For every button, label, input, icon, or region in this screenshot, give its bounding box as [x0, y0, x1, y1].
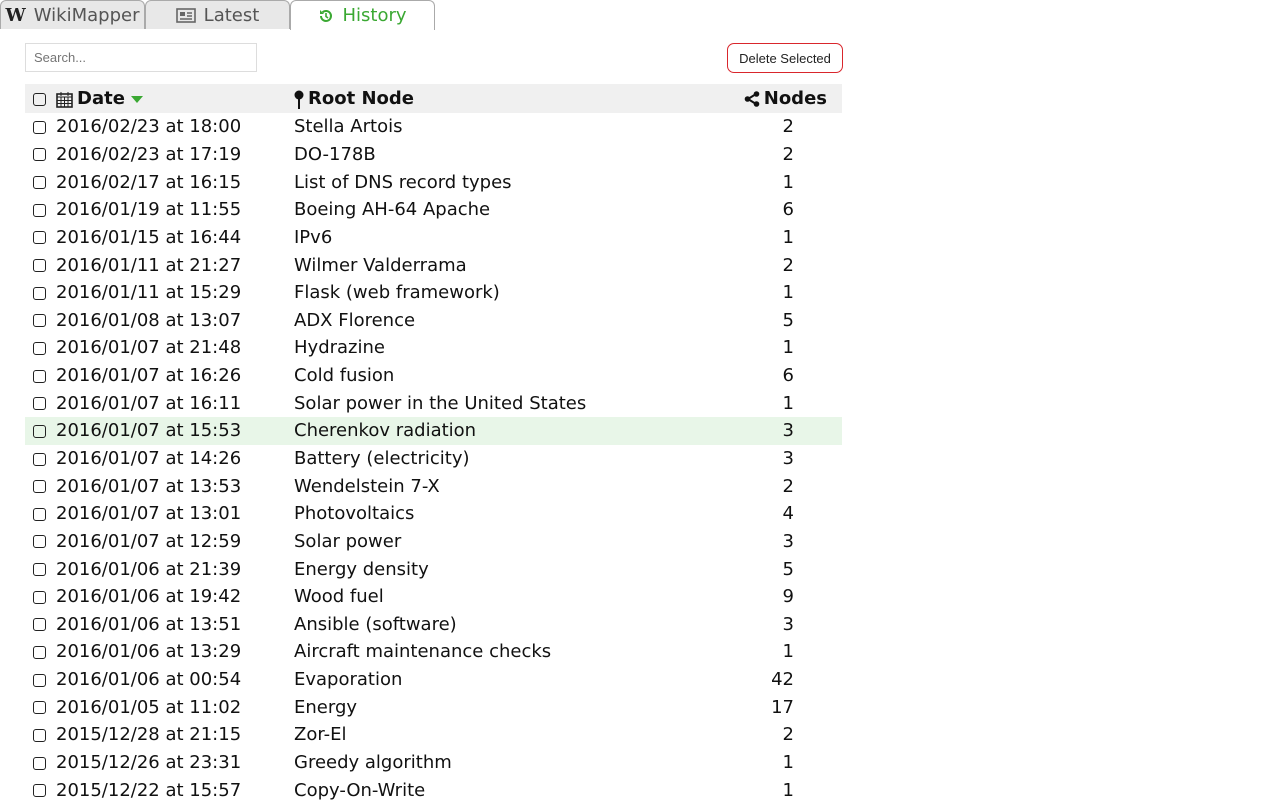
row-nodes: 3 [782, 420, 794, 442]
row-nodes: 17 [771, 696, 794, 718]
row-date: 2016/01/06 at 13:29 [56, 641, 242, 663]
row-root-node[interactable]: Battery (electricity) [294, 448, 470, 469]
row-date: 2016/01/07 at 21:48 [56, 337, 242, 359]
row-date: 2016/01/07 at 13:53 [56, 475, 242, 497]
table-row[interactable] [25, 445, 842, 473]
row-nodes: 2 [782, 724, 794, 746]
row-date: 2016/01/07 at 16:26 [56, 365, 242, 387]
row-nodes: 6 [782, 199, 794, 221]
row-nodes: 3 [782, 530, 794, 552]
row-checkbox[interactable] [33, 701, 46, 714]
row-checkbox[interactable] [33, 148, 46, 161]
row-checkbox[interactable] [33, 370, 46, 383]
row-root-node[interactable]: Flask (web framework) [294, 282, 500, 304]
table-row[interactable] [25, 251, 842, 279]
tab-label: WikiMapper [33, 4, 140, 26]
row-checkbox[interactable] [33, 508, 46, 521]
row-nodes: 1 [782, 752, 794, 774]
root-node-column-header[interactable] [294, 84, 704, 113]
calendar-icon [56, 91, 73, 108]
row-checkbox[interactable] [33, 591, 46, 604]
row-checkbox[interactable] [33, 453, 46, 466]
row-date: 2016/01/06 at 21:39 [56, 558, 242, 580]
row-date: 2016/01/15 at 16:44 [56, 226, 242, 248]
row-nodes: 1 [782, 226, 794, 248]
row-checkbox[interactable] [33, 674, 46, 687]
table-row[interactable] [25, 693, 842, 721]
wikipedia-icon: W [5, 4, 26, 26]
tab-bar [0, 0, 435, 29]
row-checkbox[interactable] [33, 618, 46, 631]
row-checkbox[interactable] [33, 425, 46, 438]
row-date: 2016/01/11 at 21:27 [56, 254, 242, 276]
date-column-header[interactable] [56, 84, 294, 113]
table-row[interactable] [25, 306, 842, 334]
row-nodes: 5 [782, 558, 794, 580]
row-date: 2016/01/05 at 11:02 [56, 696, 242, 718]
row-nodes: 2 [782, 475, 794, 497]
row-root-node[interactable]: Hydrazine [294, 337, 385, 359]
table-row[interactable] [25, 141, 842, 169]
nodes-column-header[interactable] [704, 84, 842, 113]
row-checkbox[interactable] [33, 287, 46, 300]
row-checkbox[interactable] [33, 314, 46, 327]
row-nodes: 2 [782, 116, 794, 138]
row-root-node[interactable]: DO-178B [294, 143, 376, 165]
history-icon [318, 8, 334, 24]
row-date: 2016/01/07 at 12:59 [56, 530, 242, 552]
row-root-node[interactable]: Energy [294, 696, 358, 718]
table-row[interactable] [25, 334, 842, 362]
row-checkbox[interactable] [33, 259, 46, 272]
row-root-node[interactable]: Copy-On-Write [294, 779, 426, 801]
row-checkbox[interactable] [33, 535, 46, 548]
newspaper-icon [176, 8, 196, 23]
row-date: 2015/12/22 at 15:57 [56, 779, 242, 801]
row-root-node[interactable]: Wendelstein 7-X [294, 475, 440, 497]
sort-desc-icon [131, 96, 143, 103]
table-row[interactable] [25, 168, 842, 196]
row-nodes: 5 [782, 309, 794, 331]
row-date: 2016/01/11 at 15:29 [56, 282, 242, 304]
select-all-checkbox[interactable] [33, 93, 46, 106]
nodes-header-label: Nodes [763, 88, 827, 109]
tab-label: Latest [203, 4, 260, 26]
table-row[interactable] [25, 500, 842, 528]
table-row[interactable] [25, 113, 842, 141]
row-date: 2016/01/06 at 00:54 [56, 669, 242, 691]
row-root-node[interactable]: Wilmer Valderrama [294, 254, 467, 276]
row-root-node[interactable]: IPv6 [294, 226, 333, 248]
row-root-node[interactable]: Boeing AH-64 Apache [294, 199, 491, 221]
row-root-node[interactable]: List of DNS record types [294, 171, 512, 193]
row-nodes: 9 [782, 586, 794, 608]
row-root-node[interactable]: Cold fusion [294, 365, 395, 387]
delete-selected-button[interactable]: Delete Selected [727, 43, 843, 73]
tab-wikimapper[interactable] [0, 0, 145, 29]
table-row[interactable] [25, 583, 842, 611]
row-checkbox[interactable] [33, 231, 46, 244]
table-row[interactable] [25, 196, 842, 224]
row-nodes: 1 [782, 392, 794, 414]
row-checkbox[interactable] [33, 480, 46, 493]
row-root-node[interactable]: Greedy algorithm [294, 752, 452, 774]
row-date: 2015/12/28 at 21:15 [56, 724, 242, 746]
row-nodes: 1 [782, 337, 794, 359]
row-nodes: 1 [782, 779, 794, 801]
row-root-node[interactable]: ADX Florence [294, 309, 416, 331]
table-row[interactable] [25, 362, 842, 390]
row-nodes: 2 [782, 254, 794, 276]
table-row[interactable] [25, 224, 842, 252]
row-date: 2016/01/06 at 19:42 [56, 586, 242, 608]
table-row[interactable] [25, 528, 842, 556]
row-root-node[interactable]: Zor-El [294, 724, 347, 746]
table-row[interactable] [25, 749, 842, 777]
row-date: 2016/01/07 at 16:11 [56, 392, 242, 414]
row-nodes: 3 [782, 448, 794, 469]
row-nodes: 1 [782, 282, 794, 304]
root-header-label: Root Node [308, 88, 414, 109]
row-root-node[interactable]: Ansible (software) [294, 613, 457, 635]
row-nodes: 2 [782, 143, 794, 165]
row-date: 2016/01/19 at 11:55 [56, 199, 242, 221]
row-checkbox[interactable] [33, 757, 46, 770]
row-root-node[interactable]: Solar power [294, 530, 402, 552]
table-row[interactable] [25, 279, 842, 307]
pin-icon [294, 90, 304, 109]
row-nodes: 1 [782, 641, 794, 663]
search-input[interactable] [25, 43, 257, 72]
row-root-node[interactable]: Photovoltaics [294, 503, 415, 525]
row-nodes: 42 [771, 669, 794, 691]
row-date: 2016/01/07 at 14:26 [56, 448, 242, 469]
row-root-node[interactable]: Energy density [294, 558, 429, 580]
row-checkbox[interactable] [33, 342, 46, 355]
table-row[interactable] [25, 472, 842, 500]
row-date: 2016/02/23 at 18:00 [56, 116, 242, 138]
tab-history[interactable] [290, 0, 435, 30]
share-icon [744, 91, 760, 107]
row-checkbox[interactable] [33, 397, 46, 410]
row-checkbox[interactable] [33, 176, 46, 189]
table-row[interactable] [25, 721, 842, 749]
tab-latest[interactable] [145, 0, 290, 29]
row-date: 2016/02/23 at 17:19 [56, 143, 242, 165]
history-table [25, 84, 842, 804]
row-checkbox[interactable] [33, 121, 46, 134]
row-date: 2016/01/07 at 13:01 [56, 503, 242, 525]
row-checkbox[interactable] [33, 563, 46, 576]
row-checkbox[interactable] [33, 204, 46, 217]
table-header [25, 84, 842, 113]
row-date: 2016/01/06 at 13:51 [56, 613, 242, 635]
row-root-node[interactable]: Cherenkov radiation [294, 420, 477, 442]
row-root-node[interactable]: Aircraft maintenance checks [294, 641, 552, 663]
row-date: 2015/12/26 at 23:31 [56, 752, 242, 774]
table-row[interactable] [25, 666, 842, 694]
table-row[interactable] [25, 611, 842, 639]
table-row[interactable] [25, 638, 842, 666]
row-root-node[interactable]: Wood fuel [294, 586, 384, 608]
row-root-node[interactable]: Stella Artois [294, 116, 403, 138]
row-root-node[interactable]: Evaporation [294, 669, 403, 691]
row-date: 2016/01/07 at 15:53 [56, 420, 242, 442]
date-header-label: Date [77, 88, 125, 109]
table-row[interactable] [25, 555, 842, 583]
row-nodes: 6 [782, 365, 794, 387]
table-row[interactable] [25, 417, 842, 445]
row-nodes: 3 [782, 613, 794, 635]
row-nodes: 4 [782, 503, 794, 525]
row-checkbox[interactable] [33, 729, 46, 742]
row-checkbox[interactable] [33, 646, 46, 659]
row-root-node[interactable]: Solar power in the United States [294, 392, 587, 414]
row-date: 2016/02/17 at 16:15 [56, 171, 242, 193]
table-row[interactable] [25, 389, 842, 417]
row-nodes: 1 [782, 171, 794, 193]
tab-label: History [342, 5, 407, 26]
row-date: 2016/01/08 at 13:07 [56, 309, 242, 331]
row-checkbox[interactable] [33, 784, 46, 797]
